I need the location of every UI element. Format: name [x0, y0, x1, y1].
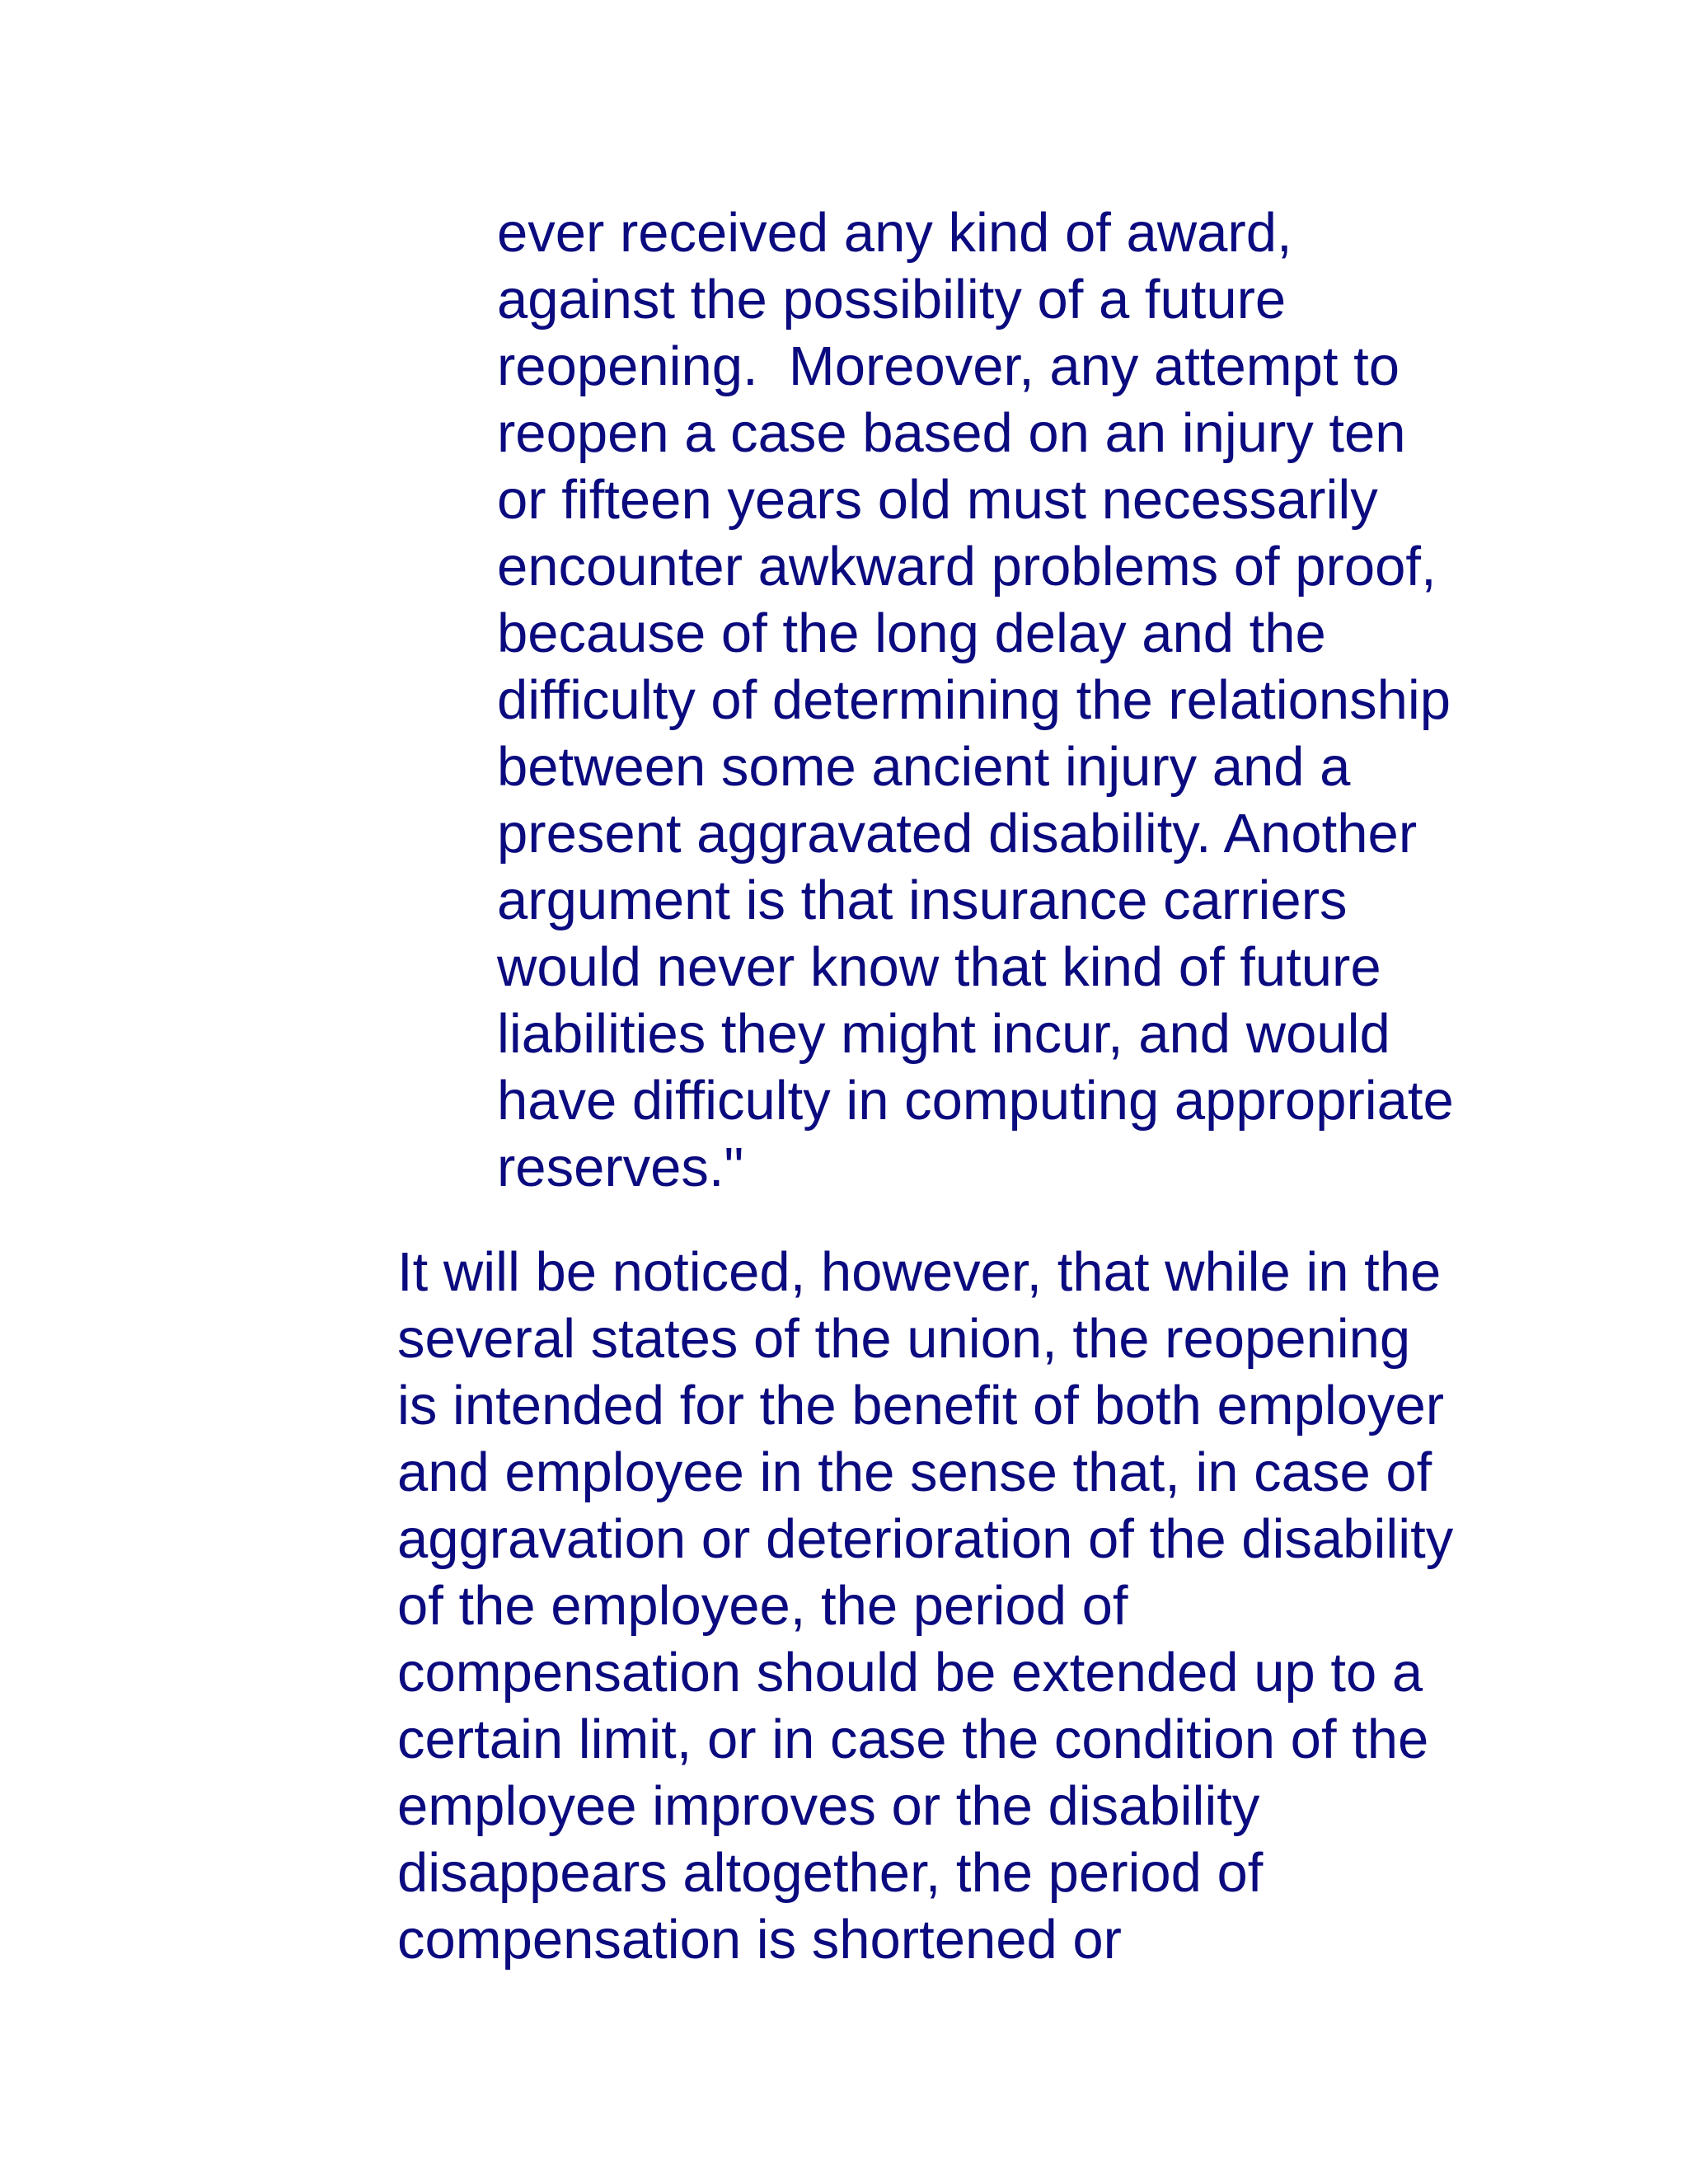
quote-line: difficulty of determining the relationship	[497, 669, 1451, 731]
quote-line: encounter awkward problems of proof,	[497, 536, 1437, 598]
paragraph-line: employee improves or the disability	[397, 1775, 1260, 1837]
paragraph-line: several states of the union, the reopening	[397, 1308, 1411, 1370]
paragraph-line: It will be noticed, however, that while in the	[397, 1241, 1442, 1303]
quote-line: or fifteen years old must necessarily	[497, 469, 1378, 531]
quote-line: would never know that kind of future	[497, 936, 1381, 998]
paragraph-line: is intended for the benefit of both employer	[397, 1375, 1445, 1436]
quote-line: between some ancient injury and a	[497, 736, 1351, 798]
paragraph-line: compensation is shortened or	[397, 1909, 1122, 1971]
paragraph-line: compensation should be extended up to a	[397, 1642, 1423, 1704]
quote-line: argument is that insurance carriers	[497, 869, 1348, 931]
quote-line: have difficulty in computing appropriate	[497, 1070, 1454, 1132]
quote-line: against the possibility of a future	[497, 269, 1287, 330]
quote-line: reopening. Moreover, any attempt to	[497, 335, 1400, 397]
quote-line: because of the long delay and the	[497, 602, 1326, 664]
quote-line: reopen a case based on an injury ten	[497, 402, 1406, 464]
paragraph-line: of the employee, the period of	[397, 1575, 1128, 1637]
paragraph-line: aggravation or deterioration of the disability	[397, 1508, 1454, 1570]
paragraph-line: certain limit, or in case the condition of the	[397, 1708, 1429, 1770]
quote-line: ever received any kind of award,	[497, 202, 1292, 264]
quote-line: present aggravated disability. Another	[497, 803, 1418, 865]
paragraph-line: disappears altogether, the period of	[397, 1842, 1264, 1904]
paragraph-line: and employee in the sense that, in case of	[397, 1441, 1432, 1503]
quote-line: reserves."	[497, 1137, 744, 1198]
quote-line: liabilities they might incur, and would	[497, 1003, 1390, 1065]
